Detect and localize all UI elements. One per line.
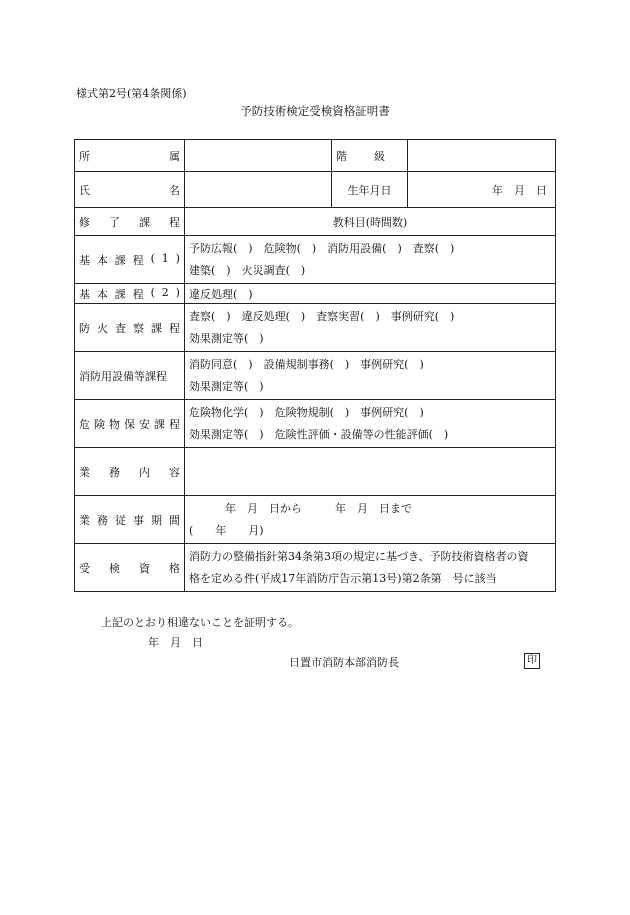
subject-line: 予防広報( ) 危険物( ) 消防用設備( ) 査察( )	[189, 241, 455, 255]
basic-course-1-subjects	[185, 236, 556, 284]
label-hazmat-safety-course	[75, 400, 185, 448]
subject-hours-header: 教科目(時間数)	[185, 208, 556, 236]
subject-line: 効果測定等( )	[189, 331, 264, 345]
spread-label: 階 級	[336, 149, 385, 163]
seal-mark: 印	[524, 653, 540, 669]
row-basic-course-1	[75, 236, 556, 284]
duty-period-total: ( 年 月)	[189, 523, 264, 537]
subject-line: 効果測定等( )	[189, 379, 264, 393]
subject-line: 効果測定等( ) 危険性評価・設備等の性能評価( )	[189, 427, 449, 441]
row-affiliation	[75, 140, 556, 172]
spread-label: 業 務 内 容	[79, 465, 180, 479]
birthdate-value[interactable]: 年 月 日	[408, 172, 556, 208]
spread-label: 危 険 物 保 安 課 程	[79, 417, 180, 431]
spread-label: 基 本 課 程 ( 1 )	[79, 251, 180, 267]
subject-line: 建築( ) 火災調査( )	[189, 263, 306, 277]
spread-label: 受 検 資 格	[79, 561, 180, 575]
document-title: 予防技術検定受検資格証明書	[240, 104, 390, 118]
affiliation-value[interactable]	[185, 140, 332, 172]
label-affiliation	[75, 140, 185, 172]
label-completed-course	[75, 208, 185, 236]
duties-value[interactable]	[185, 448, 556, 496]
subject-line: 危険物化学( ) 危険物規制( ) 事例研究( )	[189, 405, 424, 419]
row-name	[75, 172, 556, 208]
row-fire-inspection-course	[75, 304, 556, 352]
label-eligibility	[75, 544, 185, 592]
label-basic-course-2	[75, 284, 185, 304]
row-fire-equipment-course	[75, 352, 556, 400]
label-birthdate: 生年月日	[332, 172, 408, 208]
row-hazmat-safety-course	[75, 400, 556, 448]
fire-inspection-subjects	[185, 304, 556, 352]
spread-label: 業 務 従 事 期 間	[79, 513, 180, 527]
certification-statement: 上記のとおり相違ないことを証明する。	[101, 616, 299, 629]
label-duties	[75, 448, 185, 496]
spread-label: 氏 名	[79, 183, 180, 197]
subject-line: 査察( ) 違反処理( ) 査察実習( ) 事例研究( )	[189, 309, 455, 323]
row-duties	[75, 448, 556, 496]
form-number: 様式第2号(第4条関係)	[76, 87, 187, 100]
eligibility-line: 消防力の整備指針第34条第3項の規定に基づき、予防技術資格者の資	[189, 549, 529, 563]
label-rank	[332, 140, 408, 172]
name-value[interactable]	[185, 172, 332, 208]
label-duty-period	[75, 496, 185, 544]
duty-period-range: 年 月 日から 年 月 日まで	[225, 501, 412, 515]
row-eligibility	[75, 544, 556, 592]
spread-label: 基 本 課 程 ( 2 )	[79, 285, 180, 301]
subject-line: 消防同意( ) 設備規制事務( ) 事例研究( )	[189, 357, 424, 371]
eligibility-text	[185, 544, 556, 592]
label-fire-equipment-course: 消防用設備等課程	[75, 352, 185, 400]
issuer-name: 日置市消防本部消防長	[289, 656, 399, 669]
row-basic-course-2	[75, 284, 556, 304]
label-basic-course-1	[75, 236, 185, 284]
label-fire-inspection-course	[75, 304, 185, 352]
row-course-header	[75, 208, 556, 236]
spread-label: 防 火 査 察 課 程	[79, 321, 180, 335]
spread-label: 修 了 課 程	[79, 215, 180, 229]
certificate-table	[74, 139, 556, 592]
row-duty-period	[75, 496, 556, 544]
spread-label: 所 属	[79, 149, 180, 163]
eligibility-line: 格を定める件(平成17年消防庁告示第13号)第2条第 号に該当	[189, 571, 497, 585]
issue-date[interactable]: 年 月 日	[148, 636, 203, 649]
duty-period-value[interactable]	[185, 496, 556, 544]
hazmat-safety-subjects	[185, 400, 556, 448]
fire-equipment-subjects	[185, 352, 556, 400]
label-name	[75, 172, 185, 208]
rank-value[interactable]	[408, 140, 556, 172]
basic-course-2-subjects: 違反処理( )	[185, 284, 556, 304]
